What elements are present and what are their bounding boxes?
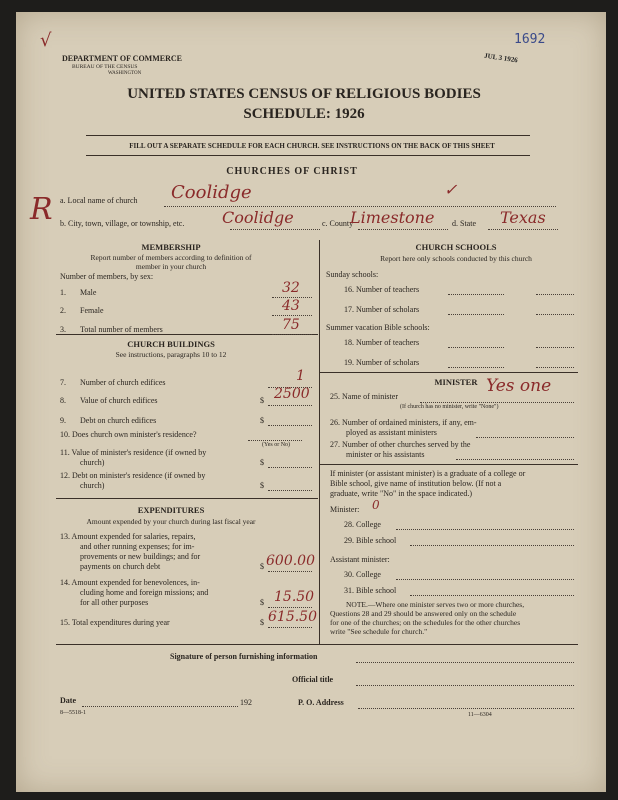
state-value: Texas (500, 208, 546, 227)
minister-mark: 0 (372, 498, 380, 512)
q12a-label: 12. Debt on minister's residence (if owned by (60, 471, 206, 480)
red-check: ✓ (444, 180, 458, 199)
building-item-num: 9. (60, 416, 66, 425)
census-schedule-sheet (16, 12, 606, 792)
q16-label: 16. Number of teachers (344, 285, 420, 294)
buildings-heading: CHURCH BUILDINGS (127, 339, 215, 349)
signature-label: Signature of person furnishing information (170, 652, 318, 661)
note-line3: for one of the churches; on the schedules for the other churches (330, 618, 521, 627)
official-title-label: Official title (292, 675, 334, 684)
building-item-dollar: $ (260, 396, 264, 405)
member-item-label: Male (80, 288, 97, 297)
q14-line1: 14. Amount expended for benevolences, in- (60, 578, 200, 587)
q28-label: 28. College (344, 520, 381, 529)
instr-line3: graduate, write "No" in the space indicated.) (330, 489, 473, 498)
q14-value: 15.50 (274, 589, 315, 605)
schools-heading: CHURCH SCHOOLS (415, 242, 497, 252)
q17-label: 17. Number of scholars (344, 305, 420, 314)
check-mark: √ (40, 30, 52, 51)
q27-line1: 27. Number of other churches served by the (330, 440, 471, 449)
department-label: DEPARTMENT OF COMMERCE (62, 54, 183, 63)
local-name-label: a. Local name of church (60, 196, 138, 205)
q14-dollar: $ (260, 598, 264, 607)
building-item-line (268, 405, 312, 406)
state-label: d. State (452, 219, 476, 228)
yes-no-hint: (Yes or No) (262, 442, 291, 448)
member-item-num: 3. (60, 325, 66, 334)
member-item-value: 43 (282, 298, 300, 314)
schools-sub: Report here only schools conducted by this church (380, 254, 532, 263)
q12b-label: church) (80, 481, 105, 490)
q26-line1: 26. Number of ordained ministers, if any, em- (330, 418, 477, 427)
city-label-field: b. City, town, village, or township, etc. (60, 219, 185, 228)
form-title: UNITED STATES CENSUS OF RELIGIOUS BODIES (127, 86, 481, 102)
q13-line4: payments on church debt (80, 562, 161, 571)
q27-line2: minister or his assistants (346, 450, 425, 459)
building-item-num: 8. (60, 396, 66, 405)
instruction-line: FILL OUT A SEPARATE SCHEDULE FOR EACH CHURCH. SEE INSTRUCTIONS ON THE BACK OF THIS SHEET (129, 142, 495, 150)
building-item-line (268, 425, 312, 426)
q11-dollar: $ (260, 458, 264, 467)
schedule-title: SCHEDULE: 1926 (243, 106, 365, 122)
po-address-label: P. O. Address (298, 698, 344, 707)
county-label: c. County (322, 219, 354, 228)
note-line4: write "See schedule for church." (330, 627, 428, 636)
building-item-value: 2500 (274, 386, 310, 402)
city-value: Coolidge (222, 208, 294, 227)
member-item-label: Female (80, 306, 104, 315)
q15-label: 15. Total expenditures during year (60, 618, 170, 627)
q13-line1: 13. Amount expended for salaries, repairs, (60, 532, 196, 541)
asst-label: Assistant minister: (330, 555, 390, 564)
q19-label: 19. Number of scholars (344, 358, 420, 367)
expenditures-sub: Amount expended by your church during last fiscal year (86, 517, 256, 526)
note-line1: NOTE.—Where one minister serves two or more churches, (346, 600, 525, 609)
form-number: 8—5518-1 (60, 710, 86, 716)
building-item-label: Number of church edifices (80, 378, 166, 387)
member-item-label: Total number of members (80, 325, 163, 334)
membership-sub1: Report number of members according to definition of (90, 253, 252, 262)
member-item-value: 75 (282, 317, 300, 333)
city-label: WASHINGTON (108, 71, 142, 76)
member-item-line (272, 315, 312, 316)
membership-heading: MEMBERSHIP (141, 242, 201, 252)
stamp-number: 1692 (514, 32, 546, 47)
instr-line2: Bible school, give name of institution below. (If not a (330, 479, 502, 488)
by-sex-label: Number of members, by sex: (60, 272, 154, 281)
q26-line2: ployed as assistant ministers (346, 428, 437, 437)
building-item-num: 7. (60, 378, 66, 387)
q29-label: 29. Bible school (344, 536, 397, 545)
member-item-num: 1. (60, 288, 66, 297)
q12-dollar: $ (260, 481, 264, 490)
q14-line2: cluding home and foreign missions; and (80, 588, 209, 597)
local-name-value: Coolidge (171, 182, 252, 203)
q13-value: 600.00 (266, 553, 315, 569)
q25-label: 25. Name of minister (330, 392, 398, 401)
q15-value: 615.50 (268, 609, 317, 625)
print-code: 11—6304 (468, 712, 492, 718)
county-value: Limestone (350, 208, 435, 227)
expenditures-heading: EXPENDITURES (137, 505, 205, 515)
q11b-label: church) (80, 458, 105, 467)
minister-heading: MINISTER (434, 377, 478, 387)
q13-dollar: $ (260, 562, 264, 571)
sunday-label: Sunday schools: (326, 270, 379, 279)
q15-dollar: $ (260, 618, 264, 627)
membership-sub2: member in your church (135, 262, 207, 271)
building-item-label: Debt on church edifices (80, 416, 157, 425)
r-mark: R (30, 192, 53, 227)
q31-label: 31. Bible school (344, 586, 397, 595)
instr-line1: If minister (or assistant minister) is a graduate of a college or (330, 469, 526, 478)
date-label: Date (60, 696, 76, 705)
q13-line2: and other running expenses; for im- (80, 542, 195, 551)
q25-value: Yes one (486, 376, 552, 396)
member-item-num: 2. (60, 306, 66, 315)
year-label: 192 (240, 698, 252, 707)
building-item-label: Value of church edifices (80, 396, 158, 405)
note-line2: Questions 28 and 29 should be answered only on the schedule (330, 609, 517, 618)
q30-label: 30. College (344, 570, 381, 579)
building-item-dollar: $ (260, 416, 264, 425)
q11a-label: 11. Value of minister's residence (if owned by (60, 448, 207, 457)
q10-label: 10. Does church own minister's residence? (60, 430, 197, 439)
member-item-value: 32 (282, 280, 300, 296)
q25-note: (If church has no minister, write "None") (400, 404, 499, 410)
stamp-date: JUL 3 1926 (483, 51, 519, 65)
minister-label: Minister: (330, 505, 360, 514)
building-item-value: 1 (296, 368, 305, 384)
q18-label: 18. Number of teachers (344, 338, 420, 347)
summer-label: Summer vacation Bible schools: (326, 323, 430, 332)
bureau-label: BUREAU OF THE CENSUS (72, 64, 138, 70)
q13-line3: provements or new buildings; and for (80, 552, 201, 561)
buildings-sub: See instructions, paragraphs 10 to 12 (115, 350, 227, 359)
member-item-line (272, 334, 312, 335)
denomination-title: CHURCHES OF CHRIST (226, 166, 358, 177)
q14-line3: for all other purposes (80, 598, 149, 607)
